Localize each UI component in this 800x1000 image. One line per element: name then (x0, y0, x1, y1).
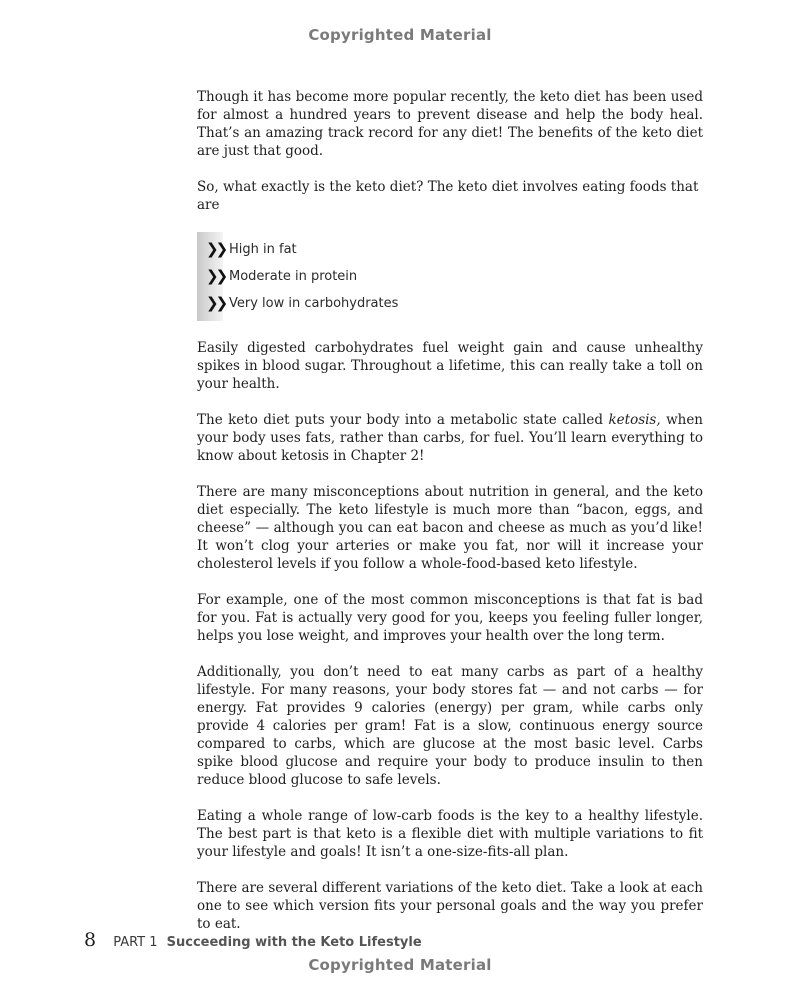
list-item-label: Very low in carbohydrates (229, 296, 399, 311)
page-number: 8 (84, 929, 97, 951)
list-item (197, 290, 703, 317)
list-item-label: High in fat (229, 242, 297, 257)
paragraph-6: For example, one of the most common misconceptions is that fat is bad for you. Fat is actually very good for you, keeps you feeling fuller longer, helps you lose weight, and improves your health over the long term. (197, 592, 703, 644)
paragraph-4-end: when your body uses fats, rather than carbs, for fuel. You’ll learn everything to know about ketosis in Chapter 2! (197, 412, 703, 464)
double-chevron-icon: ❯❯ (206, 240, 226, 258)
list-item (197, 236, 703, 263)
paragraph-8: Eating a whole range of low-carb foods is the key to a healthy lifestyle. The best part is that keto is a flexible diet with multiple variations to fit your lifestyle and goals! It isn’t a one-size-fits-all plan. (197, 808, 703, 860)
double-chevron-icon: ❯❯ (206, 267, 226, 285)
page-footer (84, 929, 422, 951)
paragraph-1: Though it has become more popular recently, the keto diet has been used for almost a hundred years to prevent disease and help the body heal. That’s an amazing track record for any diet! The benefits of the keto diet are just that good. (197, 89, 703, 159)
list-item-label: Moderate in protein (229, 269, 358, 284)
bullet-list (197, 232, 703, 321)
paragraph-5: There are many misconceptions about nutrition in general, and the keto diet especially. The keto lifestyle is much more than “bacon, eggs, and cheese” — although you can eat bacon and cheese as much as you’d like! It won’t clog your arteries or make you fat, nor will it increase your cholesterol levels if you follow a whole-food-based keto lifestyle. (197, 484, 703, 572)
page-body (197, 88, 703, 951)
paragraph-4-start: The keto diet puts your body into a metabolic state called (197, 412, 609, 428)
part-label: PART 1 (113, 935, 158, 950)
copyright-watermark-bottom: Copyrighted Material (308, 956, 492, 974)
copyright-watermark-top: Copyrighted Material (308, 26, 492, 44)
paragraph-9: There are several different variations of the keto diet. Take a look at each one to see which version fits your personal goals and the way you prefer to eat. (197, 880, 703, 932)
double-chevron-icon: ❯❯ (206, 294, 226, 312)
list-item (197, 263, 703, 290)
paragraph-2: So, what exactly is the keto diet? The keto diet involves eating foods that are (197, 179, 699, 213)
paragraph-7: Additionally, you don’t need to eat many carbs as part of a healthy lifestyle. For many reasons, your body stores fat — and not carbs — for energy. Fat provides 9 calories (energy) per gram, while carbs only provide 4 calories per gram! Fat is a slow, continuous energy source compared to carbs, which are glucose at the most basic level. Carbs spike blood glucose and require your body to produce insulin to then reduce blood glucose to safe levels. (197, 664, 703, 788)
chapter-title: Succeeding with the Keto Lifestyle (166, 935, 422, 950)
paragraph-4 (197, 411, 703, 465)
ketosis-term: ketosis, (608, 412, 661, 428)
paragraph-3: Easily digested carbohydrates fuel weight gain and cause unhealthy spikes in blood sugar. Throughout a lifetime, this can really take a toll on your health. (197, 340, 703, 392)
